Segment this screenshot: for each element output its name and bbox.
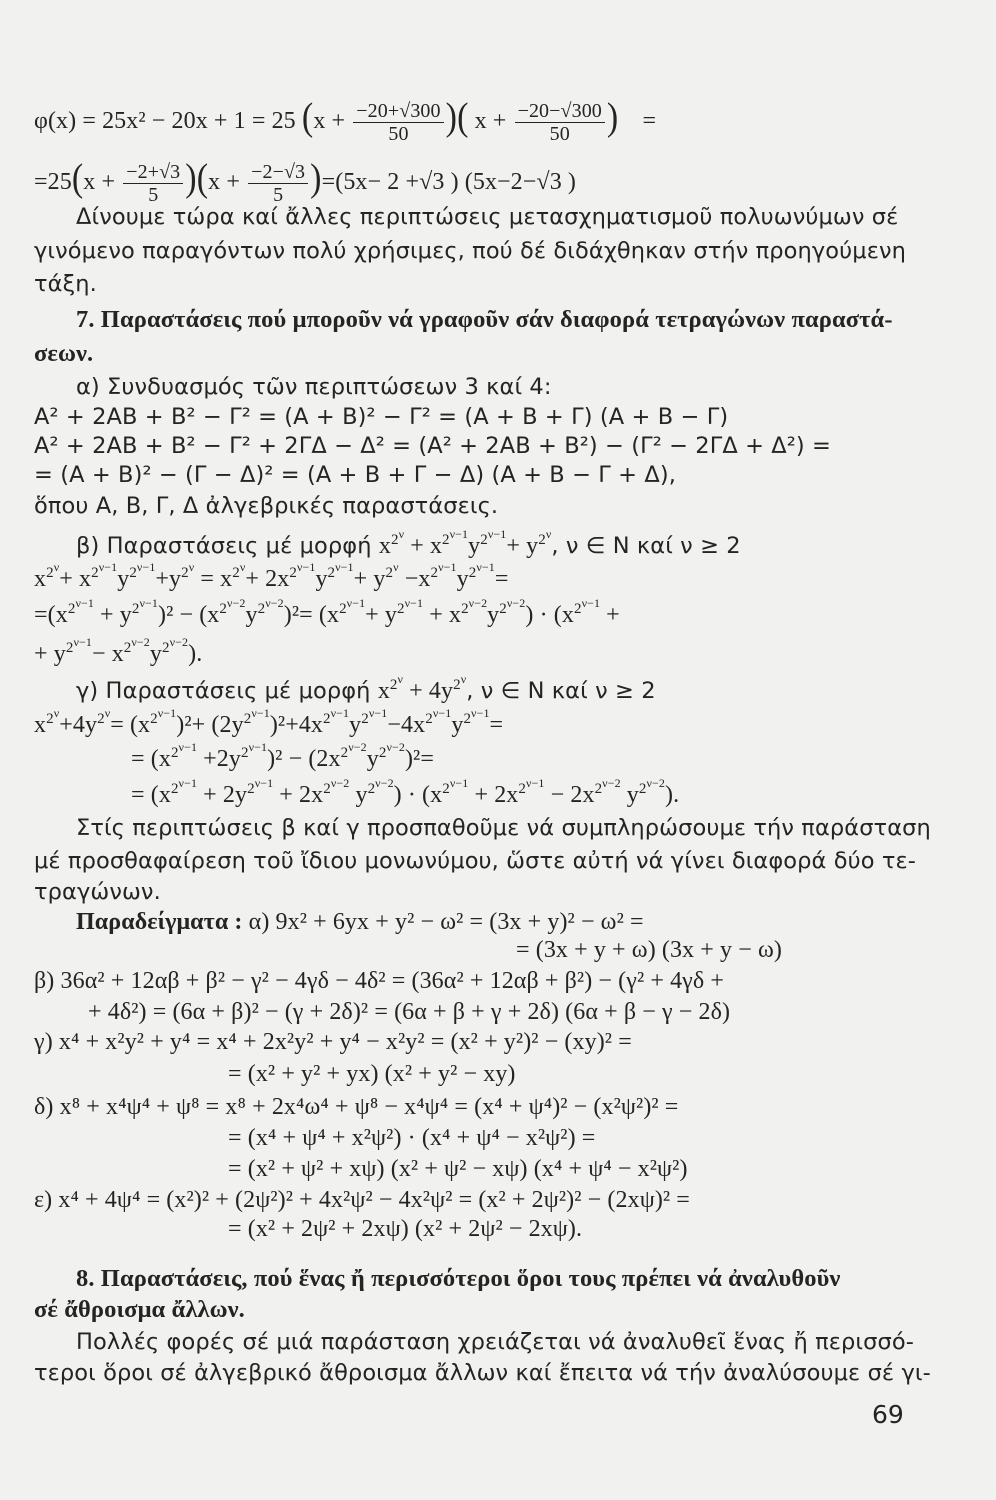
example-b-line-1: β) 36α² + 12αβ + β² − γ² − 4γδ − 4δ² = (36α² + 12αβ + β²) − (γ² + 4γδ + [34,968,725,994]
page-number: 69 [872,1400,904,1429]
examples-label: Παραδείγματα : [76,909,243,935]
fraction-2-numerator: −20−√300 [515,100,605,123]
case-a-line-4: ὅπου A, B, Γ, Δ ἀλγεβρικές παραστάσεις. [34,493,499,519]
case-a-line-2: A² + 2AB + B² − Γ² + 2ΓΔ − Δ² = (A² + 2AB + B²) − (Γ² − 2ΓΔ + Δ²) = [34,433,831,459]
fraction-2-denominator: 50 [549,123,570,145]
section-8-heading-line-1: 8. Παραστάσεις, πού ἕνας ἤ περισσότεροι ὅροι τους πρέπει νά ἀναλυθοῦν [76,1265,841,1292]
case-b-condition: , ν ∈ N καί ν ≥ 2 [551,533,741,559]
example-c-line-1: γ) x⁴ + x²y² + y⁴ = x⁴ + 2x²y² + y⁴ − x²y² = (x² + y²)² − (xy)² = [34,1029,632,1055]
fraction-1-numerator: −20+√300 [353,100,443,123]
section-8-heading-line-2: σέ ἄθροισμα ἄλλων. [34,1296,245,1323]
phi2-tail: =(5x− 2 +√3 ) (5x−2−√3 ) [321,169,576,196]
case-c-form: $x^{2^\nu} + 4y^{2^\nu}$ [377,672,467,704]
case-b-title [76,527,741,561]
case-c-title [76,672,656,706]
example-c-line-2: = (x² + y² + yx) (x² + y² − xy) [228,1061,516,1087]
fraction-4-numerator: −2−√3 [248,161,308,184]
fraction-3-numerator: −2+√3 [123,161,183,184]
case-c-condition: , ν ∈ N καί ν ≥ 2 [466,678,656,704]
fraction-2 [515,100,605,145]
equation-phi-line-1: φ(x) = 25x² − 20x + 1 = 25 (x + $\frac{-20+√300}{50}$ )( x + $\frac{-20-√300}{50}$ ) = [34,96,657,145]
case-c-line-3: = ($x^{2^{\nu-1}} + 2y^{2^{\nu-1}} + 2x^{2^{\nu-2}}$ $y^{2^{\nu-2}}) \cdot (x^{2^{\nu-1}} + 2x^{2^{\nu-1}} - 2x^{2^{\nu-2}}$ $y^{2^{\nu-2}}$). [131,776,680,808]
fraction-4 [248,161,308,206]
section-8-para-line-2: τεροι ὅροι σέ ἀλγεβρικό ἄθροισμα ἄλλων καί ἔπειτα νά τήν ἀναλύσουμε σέ γι- [34,1360,931,1386]
case-a-title: α) Συνδυασμός τῶν περιπτώσεων 3 καί 4: [76,374,552,400]
section-8-para-line-1: Πολλές φορές σέ μιά παράσταση χρειάζεται νά ἀναλυθεῖ ἕνας ἤ περισσό- [76,1329,914,1355]
example-e-line-1: ε) x⁴ + 4ψ⁴ = (x²)² + (2ψ²)² + 4x²ψ² − 4x²ψ² = (x² + 2ψ²)² − (2xψ)² = [34,1187,690,1213]
example-d-line-3: = (x² + ψ² + xψ) (x² + ψ² − xψ) (x⁴ + ψ⁴ − x²ψ²) [228,1156,688,1182]
remark-line-3: τραγώνων. [34,879,161,905]
remark-line-1: Στίς περιπτώσεις β καί γ προσπαθοῦμε νά συμπληρώσουμε τήν παράσταση [76,815,931,841]
example-a-text: α) 9x² + 6yx + y² − ω² = (3x + y)² − ω² = [248,909,644,935]
equation-phi-line-2: =25(x + $\frac{-2+√3}{5}$ )(x + $\frac{-2-√3}{5}$ )=(5x− 2 +√3 ) (5x−2−√3 ) [34,157,576,206]
factor-1-sign: x + [313,108,346,135]
case-b-line-3: + $y^{2^{\nu-1}}- x^{2^{\nu-2}}y^{2^{\nu-2}}$). [34,635,203,667]
section-7-heading-line-1: 7. Παραστάσεις πού μποροῦν νά γραφοῦν σάν διαφορά τετραγώνων παραστά- [76,306,893,333]
phi-lhs: φ(x) = 25x² − 20x + 1 = 25 [34,108,296,135]
intro-line-1: Δίνουμε τώρα καί ἄλλες περιπτώσεις μετασχηματισμοῦ πολυωνύμων σέ [76,204,899,230]
example-d-line-2: = (x⁴ + ψ⁴ + x²ψ²) · (x⁴ + ψ⁴ − x²ψ²) = [228,1125,596,1151]
case-b-form: $x^{2^\nu} + x^{2^{\nu-1}}y^{2^{\nu-1}}+ y^{2^\nu}$ [378,527,552,559]
case-b-title-text: β) Παραστάσεις μέ μορφή [76,533,372,559]
case-c-line-2: = $(x^{2^{\nu-1}} +2y^{2^{\nu-1}})^2 - (2x^{2^{\nu-2}}y^{2^{\nu-2}})^2=$ [131,740,434,772]
factor-3-sign: x + [83,169,116,196]
remark-line-2: μέ προσθαφαίρεση τοῦ ἴδιου μονωνύμου, ὥστε αὐτή νά γίνει διαφορά δύο τε- [34,848,916,874]
fraction-1-denominator: 50 [388,123,409,145]
case-a-line-1: A² + 2AB + B² − Γ² = (A + B)² − Γ² = (A + B + Γ) (A + B − Γ) [34,404,729,430]
fraction-3-denominator: 5 [148,184,159,206]
example-a-line-2: = (3x + y + ω) (3x + y − ω) [516,937,782,963]
section-7-heading-line-2: σεων. [34,340,94,367]
case-c-line-1: $x^{2^\nu}+4y^{2^\nu}= (x^{2^{\nu-1}})^2+ (2y^{2^{\nu-1}})^2+4x^{2^{\nu-1}}y^{2^{\nu-1}}-4x^{2^{\nu-1}}y^{2^{\nu-1}}=$ [34,706,504,738]
case-b-line-1: $x^{2^\nu}+ x^{2^{\nu-1}}y^{2^{\nu-1}}+y^{2^\nu} = x^{2^\nu}+ 2x^{2^{\nu-1}}y^{2^{\nu-1}}+ y^{2^\nu} -x^{2^{\nu-1}}y^{2^{\nu-1}}=$ [34,560,509,592]
example-a-line-1 [76,907,644,937]
intro-line-2: γινόμενο παραγόντων πολύ χρήσιμες, πού δέ διδάχθηκαν στήν προηγούμενη [34,238,906,264]
factor-4-sign: x + [208,169,240,196]
example-e-line-2: = (x² + 2ψ² + 2xψ) (x² + 2ψ² − 2xψ). [228,1216,583,1242]
case-b-line-2: $=(x^{2^{\nu-1}} + y^{2^{\nu-1}})^2 - (x^{2^{\nu-2}}y^{2^{\nu-2}})^2= (x^{2^{\nu-1}}+ y^{2^{\nu-1}} + x^{2^{\nu-2}}y^{2^{\nu-2}}) \cdot (x^{2^{\nu-1}}$ + [34,596,620,628]
fraction-4-denominator: 5 [273,184,284,206]
case-a-line-3: = (A + B)² − (Γ − Δ)² = (A + B + Γ − Δ) (A + B − Γ + Δ), [34,462,677,488]
phi-end: = [642,108,657,135]
intro-line-3: τάξη. [34,271,97,297]
example-b-line-2: + 4δ²) = (6α + β)² − (γ + 2δ)² = (6α + β + γ + 2δ) (6α + β − γ − 2δ) [88,999,731,1025]
fraction-3 [123,161,183,206]
fraction-1 [353,100,443,145]
factor-2-sign: x + [474,108,507,135]
example-d-line-1: δ) x⁸ + x⁴ψ⁴ + ψ⁸ = x⁸ + 2x⁴ω⁴ + ψ⁸ − x⁴ψ⁴ = (x⁴ + ψ⁴)² − (x²ψ²)² = [34,1094,679,1120]
phi2-pre: =25 [34,169,72,196]
case-c-title-text: γ) Παραστάσεις μέ μορφή [76,678,371,704]
